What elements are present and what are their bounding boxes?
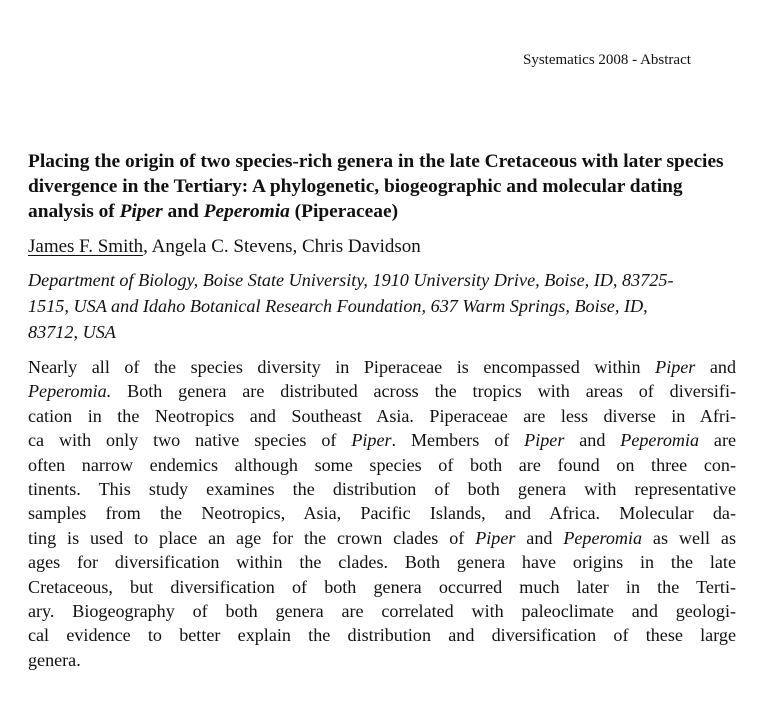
abstract-line [28,550,736,574]
abstract-text: Cretaceous, but diversification of both genera occurred much later in the Terti- [28,576,736,597]
affiliation-line: 1515, USA and Idaho Botanical Research Foundation, 637 Warm Springs, Boise, ID, [28,296,648,316]
affiliation-line: 83712, USA [28,322,116,342]
genus-name: Piper [524,430,565,451]
title-text: Placing the origin of two species-rich genera in the late Cretaceous with later species divergence in the Tertiary: A phylogenetic, biogeographic and molecular dating analysis of [28,151,724,222]
abstract-line [28,379,736,403]
title-and: and [162,201,204,222]
abstract-text: ary. Biogeography of both genera are correlated with paleoclimate and geologi- [28,601,736,622]
conference-header: Systematics 2008 - Abstract [523,52,691,68]
abstract-text: samples from the Neotropics, Asia, Pacific Islands, and Africa. Molecular da- [28,503,736,524]
affiliation-line: Department of Biology, Boise State University, 1910 University Drive, Boise, ID, 83725- [28,270,674,290]
abstract-line [28,453,736,477]
abstract-title [28,149,740,224]
abstract-text: cal evidence to better explain the distribution and diversification of these large [28,625,736,646]
abstract-line [28,623,736,647]
abstract-text: as well as [642,527,736,548]
abstract-line [28,526,736,550]
abstract-text: ages for diversification within the clades. Both genera have origins in the late [28,552,736,573]
abstract-text: Both genera are distributed across the tropics with areas of diversifi- [111,381,736,402]
genus-name: Peperomia [563,527,643,548]
genus-name: Piper [655,357,696,377]
genus-name: Peperomia. [28,381,112,402]
abstract-text: cation in the Neotropics and Southeast Asia. Piperaceae are less diverse in Afri- [28,405,736,426]
abstract-text: ca with only two native species of [28,430,352,451]
co-authors: , Angela C. Stevens, Chris Davidson [143,236,421,257]
abstract-line [28,599,736,623]
abstract-text: genera. [28,649,81,670]
abstract-text: and [564,430,621,451]
title-genus-peperomia: Peperomia [203,201,290,222]
abstract-body [28,355,736,672]
affiliation [28,267,740,345]
author-list [28,235,421,259]
title-genus-piper: Piper [119,201,163,222]
genus-name: Piper [351,430,392,451]
abstract-text: often narrow endemics although some species of both are found on three con- [28,454,736,475]
abstract-line [28,477,736,501]
abstract-line [28,355,736,379]
abstract-line [28,404,736,428]
abstract-text: tinents. This study examines the distribution of both genera with representative [28,479,736,500]
abstract-text: are [699,430,736,451]
presenting-author: James F. Smith [28,236,144,257]
abstract-text: ting is used to place an age for the crown clades of [28,527,476,548]
genus-name: Peperomia [620,430,700,451]
abstract-text: and [515,527,564,548]
abstract-line [28,648,736,672]
abstract-text: and [695,357,737,377]
abstract-text: Nearly all of the species diversity in Piperaceae is encompassed within [28,357,656,377]
abstract-line [28,575,736,599]
genus-name: Piper [475,527,516,548]
abstract-line [28,501,736,525]
abstract-line [28,428,736,452]
title-family: (Piperaceae) [289,201,399,222]
abstract-text: . Members of [391,430,525,451]
